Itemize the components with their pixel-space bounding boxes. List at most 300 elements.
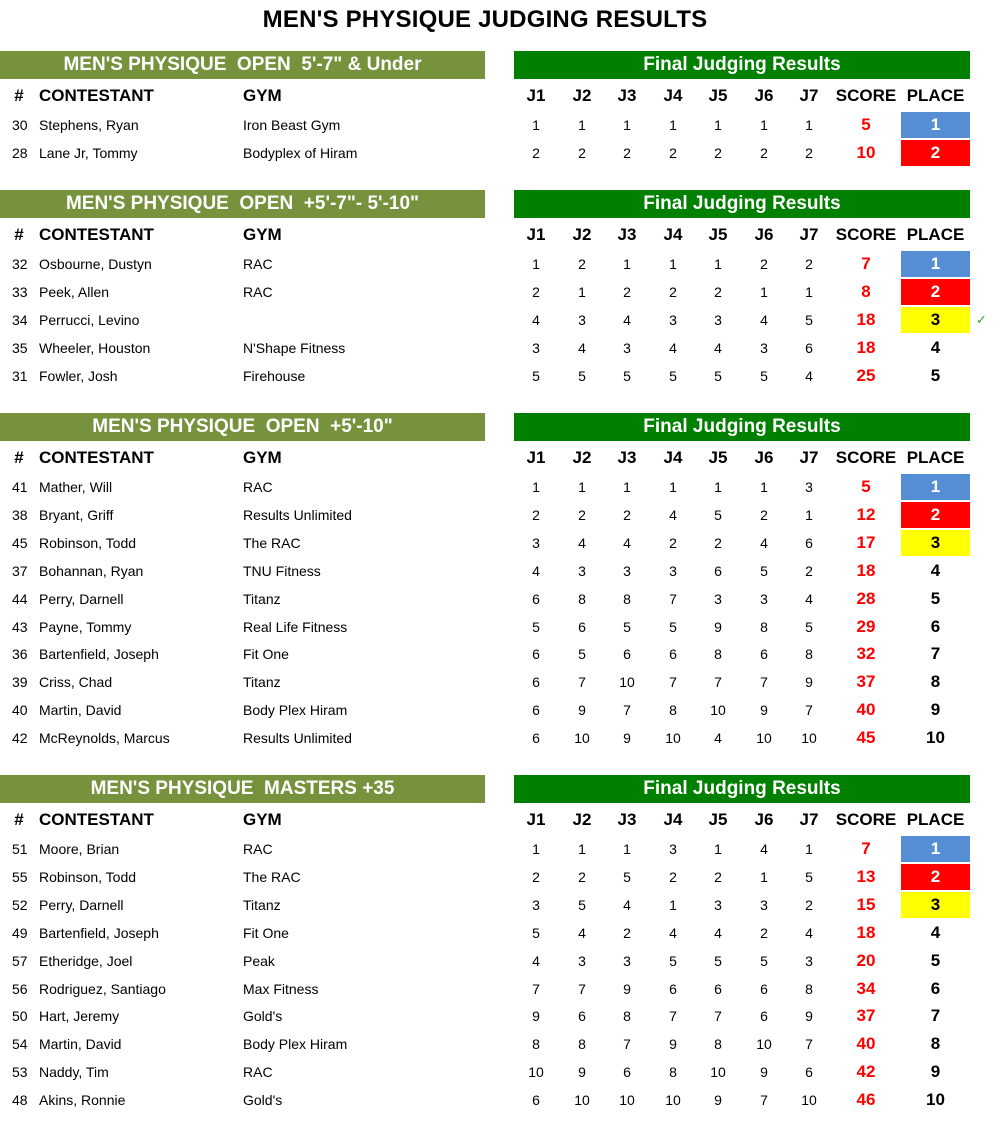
judge-score: 6 <box>532 730 540 747</box>
judge-score: 8 <box>805 646 813 663</box>
judge-score: 1 <box>714 479 722 495</box>
judge-column-header: J5 <box>708 225 728 244</box>
table-row <box>0 668 1000 696</box>
place-badge: 9 <box>930 700 941 720</box>
judge-score: 1 <box>714 841 722 857</box>
contestant-number: 36 <box>12 646 28 663</box>
place-badge: 2 <box>901 279 970 305</box>
judge-score: 10 <box>801 1092 817 1109</box>
contestant-gym: Max Fitness <box>243 980 319 997</box>
judge-score: 6 <box>669 980 677 997</box>
total-score: 5 <box>861 115 871 134</box>
contestant-name: Criss, Chad <box>39 674 113 691</box>
table-row <box>0 947 1000 975</box>
judge-score: 10 <box>710 1064 726 1081</box>
judge-score: 7 <box>805 1036 813 1053</box>
judge-score: 5 <box>760 367 768 384</box>
judge-score: 6 <box>805 1064 813 1081</box>
judge-score: 2 <box>578 144 586 161</box>
table-row <box>0 278 1000 306</box>
judge-column-header: J7 <box>799 448 819 467</box>
judge-score: 2 <box>805 144 813 161</box>
score-column-header: SCORE <box>835 225 897 244</box>
judge-score: 8 <box>532 1036 540 1053</box>
judge-score: 9 <box>805 1008 813 1025</box>
contestant-number: 45 <box>12 534 28 551</box>
table-row <box>0 557 1000 585</box>
gym-column-header: GYM <box>243 225 282 244</box>
judge-column-header: J4 <box>663 86 683 105</box>
contestant-number: 50 <box>12 1008 28 1025</box>
judge-score: 9 <box>578 1064 586 1081</box>
judge-column-header: J7 <box>799 225 819 244</box>
table-row <box>0 1058 1000 1086</box>
judge-score: 1 <box>623 479 631 495</box>
contestant-number: 44 <box>12 590 28 607</box>
judge-score: 7 <box>714 674 722 691</box>
judge-score: 4 <box>578 339 586 356</box>
contestant-name: Osbourne, Dustyn <box>39 256 152 272</box>
final-results-header: Final Judging Results <box>514 775 970 803</box>
judge-score: 9 <box>714 1092 722 1109</box>
judge-score: 6 <box>578 1008 586 1025</box>
judge-score: 6 <box>714 562 722 579</box>
final-results-header: Final Judging Results <box>514 413 970 441</box>
total-score: 20 <box>856 950 876 970</box>
judge-score: 4 <box>532 562 540 579</box>
judge-score: 3 <box>760 590 768 607</box>
contestant-name: Rodriguez, Santiago <box>39 980 166 997</box>
judge-score: 1 <box>805 506 813 523</box>
judge-score: 2 <box>578 256 586 272</box>
judge-score: 8 <box>578 1036 586 1053</box>
contestant-number: 49 <box>12 924 28 941</box>
judge-column-header: J3 <box>617 810 637 829</box>
table-row <box>0 724 1000 752</box>
contestant-name: Peek, Allen <box>39 283 110 300</box>
judge-score: 1 <box>532 841 540 857</box>
judge-column-header: J6 <box>754 448 774 467</box>
place-badge: 10 <box>926 728 945 748</box>
table-row <box>0 919 1000 947</box>
total-score: 40 <box>856 700 876 720</box>
table-row <box>0 1030 1000 1058</box>
judge-score: 2 <box>760 256 768 272</box>
judge-score: 7 <box>760 674 768 691</box>
total-score: 10 <box>856 142 876 162</box>
judge-score: 7 <box>578 980 586 997</box>
judge-score: 2 <box>623 924 631 941</box>
judge-score: 10 <box>619 1092 635 1109</box>
judge-score: 5 <box>623 618 631 635</box>
judge-score: 10 <box>619 674 635 691</box>
judge-score: 7 <box>623 702 631 719</box>
judge-score: 3 <box>669 562 677 579</box>
judge-score: 4 <box>805 367 813 384</box>
place-badge: 1 <box>901 836 970 862</box>
total-score: 40 <box>856 1034 876 1054</box>
judge-score: 6 <box>532 1092 540 1109</box>
total-score: 37 <box>856 1006 876 1026</box>
judge-score: 2 <box>805 562 813 579</box>
table-row <box>0 139 1000 167</box>
table-row <box>0 334 1000 362</box>
judge-score: 1 <box>623 256 631 272</box>
judge-column-header: J2 <box>572 810 592 829</box>
judge-score: 7 <box>578 674 586 691</box>
judge-score: 2 <box>805 896 813 913</box>
total-score: 42 <box>856 1062 876 1082</box>
judge-column-header: J3 <box>617 448 637 467</box>
judge-score: 3 <box>578 952 586 969</box>
table-row <box>0 696 1000 724</box>
judge-score: 4 <box>760 534 768 551</box>
judge-score: 4 <box>578 534 586 551</box>
judge-score: 2 <box>532 283 540 300</box>
judge-score: 1 <box>669 896 677 913</box>
judge-score: 3 <box>669 311 677 328</box>
judge-score: 10 <box>665 1092 681 1109</box>
judge-score: 6 <box>532 674 540 691</box>
category-title: MEN'S PHYSIQUE OPEN 5'-7" & Under <box>0 51 485 79</box>
judge-score: 3 <box>623 562 631 579</box>
judge-score: 5 <box>669 367 677 384</box>
judge-score: 8 <box>669 702 677 719</box>
judge-score: 5 <box>805 868 813 885</box>
judge-score: 10 <box>801 730 817 747</box>
total-score: 8 <box>861 281 871 301</box>
judge-score: 1 <box>578 841 586 857</box>
total-score: 15 <box>856 894 876 914</box>
contestant-gym: Body Plex Hiram <box>243 702 348 719</box>
judge-score: 3 <box>578 311 586 328</box>
column-header-row <box>0 220 1000 250</box>
judge-column-header: J1 <box>526 448 546 467</box>
place-badge: 3 <box>901 530 970 556</box>
place-badge: 4 <box>930 337 941 357</box>
contestant-number: 35 <box>12 339 28 356</box>
contestant-column-header: CONTESTANT <box>39 225 154 244</box>
judge-score: 7 <box>532 980 540 997</box>
contestant-gym: Firehouse <box>243 367 306 384</box>
judge-score: 7 <box>623 1036 631 1053</box>
gym-column-header: GYM <box>243 448 282 467</box>
judge-score: 4 <box>714 339 722 356</box>
judge-score: 4 <box>623 896 631 913</box>
judge-score: 8 <box>805 980 813 997</box>
contestant-number: 33 <box>12 283 28 300</box>
judge-score: 2 <box>623 506 631 523</box>
contestant-number: 53 <box>12 1064 28 1081</box>
contestant-gym: The RAC <box>243 868 301 885</box>
judge-score: 3 <box>760 339 768 356</box>
contestant-name: Hart, Jeremy <box>39 1008 120 1025</box>
judge-score: 1 <box>760 117 768 133</box>
judge-score: 6 <box>578 618 586 635</box>
contestant-name: Moore, Brian <box>39 841 120 857</box>
judge-score: 1 <box>760 479 768 495</box>
place-badge: 2 <box>901 502 970 528</box>
judge-score: 8 <box>623 590 631 607</box>
judge-column-header: J4 <box>663 448 683 467</box>
contestant-gym <box>243 306 503 334</box>
judge-column-header: J1 <box>526 86 546 105</box>
table-row <box>0 613 1000 641</box>
judge-column-header: J5 <box>708 810 728 829</box>
place-badge: 5 <box>930 950 941 970</box>
total-score: 18 <box>856 337 876 357</box>
judge-score: 7 <box>805 702 813 719</box>
judge-score: 8 <box>623 1008 631 1025</box>
num-column-header: # <box>14 86 24 105</box>
judge-column-header: J7 <box>799 810 819 829</box>
judge-score: 9 <box>760 702 768 719</box>
judge-column-header: J3 <box>617 225 637 244</box>
judge-score: 6 <box>760 1008 768 1025</box>
contestant-gym: Fit One <box>243 924 289 941</box>
table-row <box>0 835 1000 863</box>
column-header-row <box>0 443 1000 473</box>
total-score: 18 <box>856 560 876 580</box>
contestant-number: 28 <box>12 144 28 161</box>
judge-score: 2 <box>714 283 722 300</box>
judge-score: 8 <box>714 646 722 663</box>
place-badge: 7 <box>930 644 941 664</box>
judge-score: 6 <box>669 646 677 663</box>
judge-score: 6 <box>532 590 540 607</box>
place-badge: 4 <box>930 922 941 942</box>
contestant-column-header: CONTESTANT <box>39 810 154 829</box>
judge-score: 9 <box>623 980 631 997</box>
judge-score: 4 <box>669 506 677 523</box>
judge-score: 1 <box>623 841 631 857</box>
contestant-gym: RAC <box>243 283 273 300</box>
judge-score: 1 <box>714 256 722 272</box>
place-badge: 1 <box>901 251 970 277</box>
num-column-header: # <box>14 225 24 244</box>
contestant-gym: Real Life Fitness <box>243 618 348 635</box>
judge-score: 2 <box>669 868 677 885</box>
judge-score: 1 <box>532 256 540 272</box>
contestant-number: 54 <box>12 1036 28 1053</box>
place-badge: 2 <box>901 864 970 890</box>
judge-score: 2 <box>532 868 540 885</box>
judge-score: 3 <box>532 896 540 913</box>
contestant-gym: TNU Fitness <box>243 562 321 579</box>
judge-score: 2 <box>760 506 768 523</box>
place-column-header: PLACE <box>906 810 965 829</box>
judge-score: 4 <box>578 924 586 941</box>
total-score: 13 <box>856 866 876 886</box>
total-score: 25 <box>856 365 876 385</box>
total-score: 17 <box>856 532 876 552</box>
table-row <box>0 250 1000 278</box>
judge-column-header: J1 <box>526 225 546 244</box>
contestant-name: Perrucci, Levino <box>39 311 140 328</box>
place-column-header: PLACE <box>906 86 965 105</box>
judge-score: 3 <box>714 311 722 328</box>
contestant-name: Martin, David <box>39 702 122 719</box>
judge-score: 4 <box>805 590 813 607</box>
contestant-gym: Results Unlimited <box>243 730 352 747</box>
contestant-gym: Results Unlimited <box>243 506 352 523</box>
place-badge: 5 <box>930 365 941 385</box>
gym-column-header: GYM <box>243 86 282 105</box>
judge-score: 9 <box>805 674 813 691</box>
contestant-name: Stephens, Ryan <box>39 117 139 133</box>
judge-score: 9 <box>578 702 586 719</box>
judge-score: 4 <box>669 339 677 356</box>
judge-score: 3 <box>714 896 722 913</box>
contestant-name: Martin, David <box>39 1036 122 1053</box>
judge-score: 4 <box>532 311 540 328</box>
table-row <box>0 1002 1000 1030</box>
place-badge: 1 <box>901 474 970 500</box>
place-badge: 6 <box>930 978 941 998</box>
judge-score: 1 <box>578 283 586 300</box>
judge-score: 6 <box>532 702 540 719</box>
contestant-number: 43 <box>12 618 28 635</box>
judge-score: 3 <box>805 952 813 969</box>
table-row <box>0 362 1000 390</box>
judge-column-header: J6 <box>754 810 774 829</box>
judge-column-header: J6 <box>754 225 774 244</box>
total-score: 12 <box>856 504 876 524</box>
total-score: 5 <box>861 477 871 496</box>
judge-score: 8 <box>760 618 768 635</box>
contestant-name: Lane Jr, Tommy <box>39 144 138 161</box>
judge-score: 2 <box>623 283 631 300</box>
column-header-row <box>0 81 1000 111</box>
judge-score: 6 <box>623 1064 631 1081</box>
contestant-number: 48 <box>12 1092 28 1109</box>
table-row <box>0 111 1000 139</box>
judge-score: 10 <box>710 702 726 719</box>
judge-score: 10 <box>756 1036 772 1053</box>
contestant-number: 34 <box>12 311 28 328</box>
contestant-gym: RAC <box>243 1064 273 1081</box>
judge-score: 5 <box>760 562 768 579</box>
judge-score: 7 <box>669 1008 677 1025</box>
place-column-header: PLACE <box>906 225 965 244</box>
contestant-name: Robinson, Todd <box>39 534 137 551</box>
contestant-name: Bartenfield, Joseph <box>39 924 159 941</box>
contestant-number: 32 <box>12 256 28 272</box>
judge-score: 5 <box>669 952 677 969</box>
judge-score: 1 <box>669 117 677 133</box>
judge-score: 5 <box>532 618 540 635</box>
judge-score: 5 <box>805 618 813 635</box>
place-badge: 8 <box>930 672 941 692</box>
judge-score: 6 <box>532 646 540 663</box>
judge-score: 1 <box>532 117 540 133</box>
judge-score: 8 <box>578 590 586 607</box>
judge-score: 5 <box>532 924 540 941</box>
judge-score: 4 <box>623 311 631 328</box>
contestant-name: Etheridge, Joel <box>39 952 133 969</box>
contestant-number: 51 <box>12 841 28 857</box>
contestant-number: 37 <box>12 562 28 579</box>
contestant-number: 55 <box>12 868 28 885</box>
judge-score: 1 <box>623 117 631 133</box>
contestant-gym: Iron Beast Gym <box>243 117 341 133</box>
judge-column-header: J2 <box>572 86 592 105</box>
contestant-gym: Gold's <box>243 1008 283 1025</box>
final-results-header: Final Judging Results <box>514 51 970 79</box>
table-row <box>0 863 1000 891</box>
category-title: MEN'S PHYSIQUE OPEN +5'-7"- 5'-10" <box>0 190 485 218</box>
judge-score: 1 <box>578 479 586 495</box>
judge-score: 1 <box>714 117 722 133</box>
judge-score: 3 <box>578 562 586 579</box>
contestant-gym: Bodyplex of Hiram <box>243 144 358 161</box>
judge-score: 3 <box>714 590 722 607</box>
judge-column-header: J5 <box>708 448 728 467</box>
contestant-name: Naddy, Tim <box>39 1064 109 1081</box>
total-score: 32 <box>856 644 876 664</box>
contestant-name: Bartenfield, Joseph <box>39 646 159 663</box>
judge-score: 3 <box>760 896 768 913</box>
judge-score: 2 <box>714 144 722 161</box>
judge-column-header: J6 <box>754 86 774 105</box>
place-badge: 2 <box>901 140 970 166</box>
judge-score: 5 <box>623 367 631 384</box>
judge-score: 7 <box>760 1092 768 1109</box>
judge-score: 9 <box>669 1036 677 1053</box>
judge-score: 10 <box>756 730 772 747</box>
judge-score: 1 <box>805 117 813 133</box>
contestant-name: Mather, Will <box>39 479 113 495</box>
judge-score: 2 <box>578 868 586 885</box>
contestant-column-header: CONTESTANT <box>39 448 154 467</box>
total-score: 37 <box>856 672 876 692</box>
total-score: 34 <box>856 978 876 998</box>
judge-score: 4 <box>760 841 768 857</box>
contestant-gym: RAC <box>243 479 273 495</box>
judge-score: 10 <box>574 730 590 747</box>
judge-score: 2 <box>669 534 677 551</box>
category-title: MEN'S PHYSIQUE OPEN +5'-10" <box>0 413 485 441</box>
checkmark-icon: ✓ <box>976 311 987 327</box>
judge-score: 5 <box>714 952 722 969</box>
judge-score: 1 <box>805 841 813 857</box>
score-column-header: SCORE <box>835 810 897 829</box>
judge-score: 2 <box>714 534 722 551</box>
judge-score: 5 <box>669 618 677 635</box>
judge-score: 6 <box>760 646 768 663</box>
contestant-name: Wheeler, Houston <box>39 339 151 356</box>
judge-score: 9 <box>760 1064 768 1081</box>
column-header-row <box>0 805 1000 835</box>
num-column-header: # <box>14 448 24 467</box>
table-row <box>0 529 1000 557</box>
judge-score: 6 <box>760 980 768 997</box>
judge-score: 4 <box>669 924 677 941</box>
judge-score: 2 <box>623 144 631 161</box>
place-badge: 3 <box>901 307 970 333</box>
contestant-gym: Titanz <box>243 674 281 691</box>
place-badge: 10 <box>926 1090 945 1110</box>
contestant-name: Perry, Darnell <box>39 590 124 607</box>
table-row <box>0 501 1000 529</box>
judge-score: 1 <box>532 479 540 495</box>
contestant-name: Fowler, Josh <box>39 367 118 384</box>
judge-score: 2 <box>805 256 813 272</box>
judge-column-header: J5 <box>708 86 728 105</box>
contestant-number: 30 <box>12 117 28 133</box>
judge-score: 2 <box>669 283 677 300</box>
table-row <box>0 473 1000 501</box>
